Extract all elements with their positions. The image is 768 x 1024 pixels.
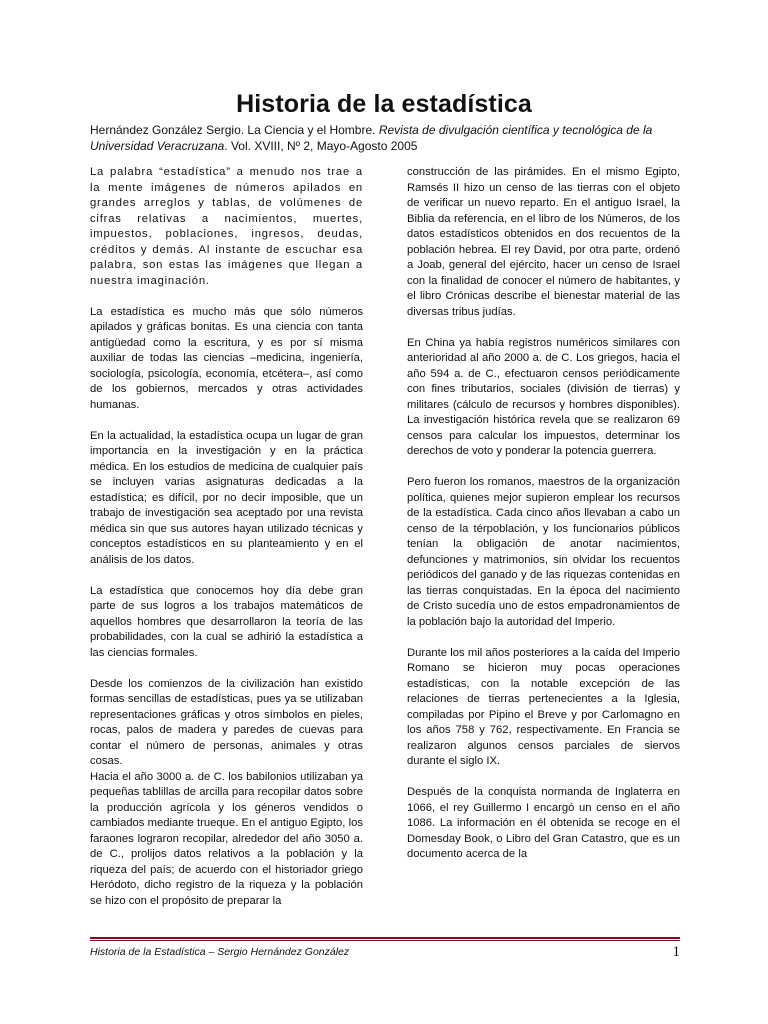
paragraph: Pero fueron los romanos, maestros de la organización política, quienes mejor supieron emplear los recursos de la estadística. Cada cinco años llevaban a cabo un censo de la térpoblación, y los funcionarios públicos tenían la obligación de anotar nacimientos, defunciones y matrimonios, sin olvidar los recuentos periódicos del ganado y de las riquezas contenidas en las tierras conquistadas. En la época del nacimiento de Cristo sucedía uno de estos empadronamientos de la población bajo la autoridad del Imperio. <box>407 476 680 628</box>
footer-divider <box>90 937 680 941</box>
paragraph: Hacia el año 3000 a. de C. los babilonios utilizaban ya pequeñas tablillas de arcilla para recopilar datos sobre la producción agrícola y los géneros vendidos o cambiados mediante trueque. En el antiguo Egipto, los faraones lograron recopilar, alrededor del año 3050 a. de C., prolijos datos relativos a la población y la riqueza del país; de acuerdo con el historiador griego Heródoto, dicho registro de la riqueza y la población se hizo con el propósito de preparar la <box>90 770 363 907</box>
footer-running-title: Historia de la Estadística – Sergio Hernández González <box>90 946 350 958</box>
article-body <box>90 165 680 935</box>
left-column <box>90 165 363 935</box>
paragraph: Desde los comienzos de la civilización han existido formas sencillas de estadísticas, pues ya se utilizaban representaciones gráficas y otros símbolos en pieles, rocas, palos de madera y paredes de cuevas para contar el número de personas, animales y otras cosas. <box>90 677 363 767</box>
paragraph: En China ya había registros numéricos similares con anterioridad al año 2000 a. de C. Los griegos, hacia el año 594 a. de C., efectuaron censos periódicamente con fines tributarios, sociales (división de tierras) y militares (cálculo de recursos y hombres disponibles). La investigación histórica revela que se realizaron 69 censos para calcular los impuestos, determinar los derechos de voto y ponderar la potencia guerrera. <box>407 336 680 457</box>
paragraph: La estadística es mucho más que sólo números apilados y gráficas bonitas. Es una ciencia con tanta antigüedad como la escritura, y es por sí misma auxiliar de todas las ciencias –medicina, ingeniería, sociología, psicología, economía, etcétera–, así como de los gobiernos, mercados y otras actividades humanas. <box>90 305 363 411</box>
document-title: Historia de la estadística <box>236 90 532 118</box>
paragraph: La palabra “estadística” a menudo nos trae a la mente imágenes de números apilados en grandes arreglos y tablas, de volúmenes de cifras relativas a nacimientos, muertes, impuestos, poblaciones, ingresos, deudas, créditos y demás. Al instante de escuchar esa palabra, son estas las imágenes que llegan a nuestra imaginación. <box>90 166 363 287</box>
paragraph: construcción de las pirámides. En el mismo Egipto, Ramsés II hizo un censo de las tierras con el objeto de verificar un nuevo reparto. En el antiguo Israel, la Biblia da referencia, en el libro de los Números, de los datos estadísticos obtenidos en dos recuentos de la población hebrea. El rey David, por otra parte, ordenó a Joab, general del ejército, hacer un censo de Israel con la finalidad de conocer el número de habitantes, y el libro Crónicas describe el bienestar material de las diversas tribus judías. <box>407 166 680 318</box>
citation <box>90 122 688 154</box>
paragraph: Después de la conquista normanda de Inglaterra en 1066, el rey Guillermo I encargó un censo en el año 1086. La información en él obtenida se recoge en el Domesday Book, o Libro del Gran Catastro, que es un documento acerca de la <box>407 786 680 860</box>
paragraph: En la actualidad, la estadística ocupa un lugar de gran importancia en la investigación y en la práctica médica. En los estudios de medicina de cualquier país se incluyen varias asignaturas dedicadas a la estadística; es difícil, por no decir imposible, que un trabajo de investigación sea aceptado por una revista médica sin que sus autores hayan utilizado técnicas y conceptos estadísticos en su planteamiento y en el análisis de los datos. <box>90 429 363 566</box>
citation-authors: Hernández González Sergio. La Ciencia y el Hombre. <box>90 123 379 137</box>
right-column <box>407 165 680 935</box>
citation-issue: . Vol. XVIII, Nº 2, Mayo-Agosto 2005 <box>224 139 418 153</box>
paragraph: La estadística que conocemos hoy día debe gran parte de sus logros a los trabajos matemáticos de aquellos hombres que desarrollaron la teoría de las probabilidades, con la cual se adhirió la estadística a las ciencias formales. <box>90 584 363 659</box>
citation-journal: Revista de divulgación científica y tecnológica de la Universidad Veracruzana <box>90 123 653 153</box>
paragraph: Durante los mil años posteriores a la caída del Imperio Romano se hicieron muy pocas operaciones estadísticas, con la notable excepción de las relaciones de tierras pertenecientes a la Iglesia, compiladas por Pipino el Breve y por Carlomagno en los años 758 y 762, respectivamente. En Francia se realizaron algunos censos parciales de siervos durante el siglo IX. <box>407 646 680 767</box>
page-number: 1 <box>672 944 680 960</box>
